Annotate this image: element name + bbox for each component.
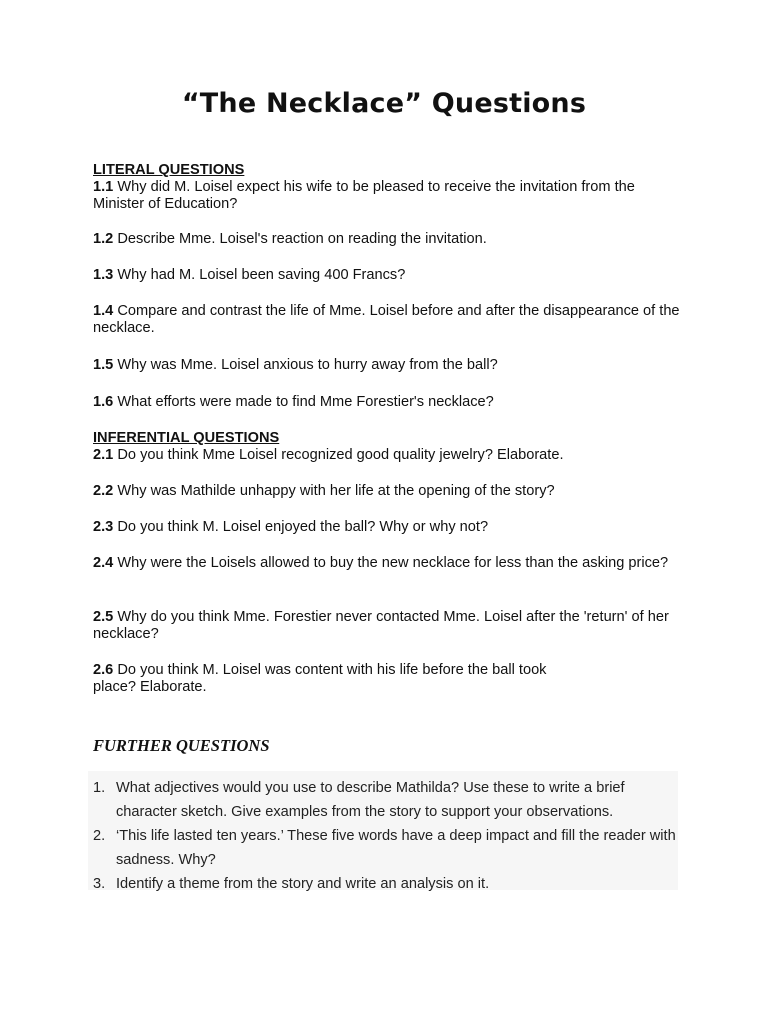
list-item-text: Identify a theme from the story and write an analysis on it.: [116, 876, 490, 892]
question-number: 2.4: [93, 555, 114, 571]
question-number: 2.5: [93, 609, 114, 625]
list-item-text: ‘This life lasted ten years.’ These five words have a deep impact and fill the reader with sadness. Why?: [116, 828, 676, 868]
question-text: Why did M. Loisel expect his wife to be pleased to receive the invitation from the Minister of Education?: [93, 179, 635, 212]
question-item: [93, 447, 683, 464]
question-item: [93, 231, 683, 248]
question-number: 1.5: [93, 357, 114, 373]
question-text: Why was Mme. Loisel anxious to hurry away from the ball?: [117, 357, 498, 373]
question-text: Compare and contrast the life of Mme. Loisel before and after the disappearance of the necklace.: [93, 303, 680, 336]
list-item: [93, 776, 678, 824]
question-number: 1.1: [93, 179, 114, 195]
list-item: [93, 872, 678, 896]
question-item: [93, 357, 683, 374]
question-item: [93, 609, 683, 643]
question-number: 1.2: [93, 231, 114, 247]
question-text: Why had M. Loisel been saving 400 Francs?: [117, 267, 406, 283]
question-item: [93, 179, 683, 213]
further-heading: FURTHER QUESTIONS: [93, 736, 270, 755]
list-item-text: What adjectives would you use to describe Mathilda? Use these to write a brief character sketch. Give examples from the story to support your observations.: [116, 780, 625, 820]
question-text: Do you think M. Loisel enjoyed the ball? Why or why not?: [117, 519, 489, 535]
question-text: Do you think Mme Loisel recognized good quality jewelry? Elaborate.: [117, 447, 564, 463]
literal-section: [93, 162, 683, 213]
list-item: [93, 824, 678, 872]
question-item: [93, 519, 683, 536]
question-text: Describe Mme. Loisel's reaction on reading the invitation.: [117, 231, 487, 247]
question-number: 2.1: [93, 447, 114, 463]
question-item: [93, 394, 683, 411]
literal-heading: LITERAL QUESTIONS: [93, 162, 245, 178]
question-item: [93, 267, 683, 284]
question-text: Why do you think Mme. Forestier never contacted Mme. Loisel after the 'return' of her necklace?: [93, 609, 669, 642]
list-item-number: 2.: [93, 828, 106, 844]
question-text: Do you think M. Loisel was content with his life before the ball took place? Elaborate.: [93, 662, 547, 695]
inferential-heading: INFERENTIAL QUESTIONS: [93, 430, 280, 446]
question-text: What efforts were made to find Mme Forestier's necklace?: [117, 394, 494, 410]
question-text: Why were the Loisels allowed to buy the new necklace for less than the asking price?: [117, 555, 669, 571]
question-number: 1.3: [93, 267, 114, 283]
question-number: 2.2: [93, 483, 114, 499]
list-item-number: 1.: [93, 780, 106, 796]
question-item: [93, 662, 593, 696]
further-questions-list: [93, 776, 678, 896]
question-text: Why was Mathilde unhappy with her life at the opening of the story?: [117, 483, 555, 499]
question-number: 2.3: [93, 519, 114, 535]
question-item: [93, 303, 683, 337]
list-item-number: 3.: [93, 876, 106, 892]
question-number: 1.4: [93, 303, 114, 319]
question-number: 1.6: [93, 394, 114, 410]
page-title: “The Necklace” Questions: [181, 88, 587, 119]
question-number: 2.6: [93, 662, 114, 678]
question-item: [93, 555, 683, 572]
inferential-section: [93, 430, 683, 464]
question-item: [93, 483, 683, 500]
